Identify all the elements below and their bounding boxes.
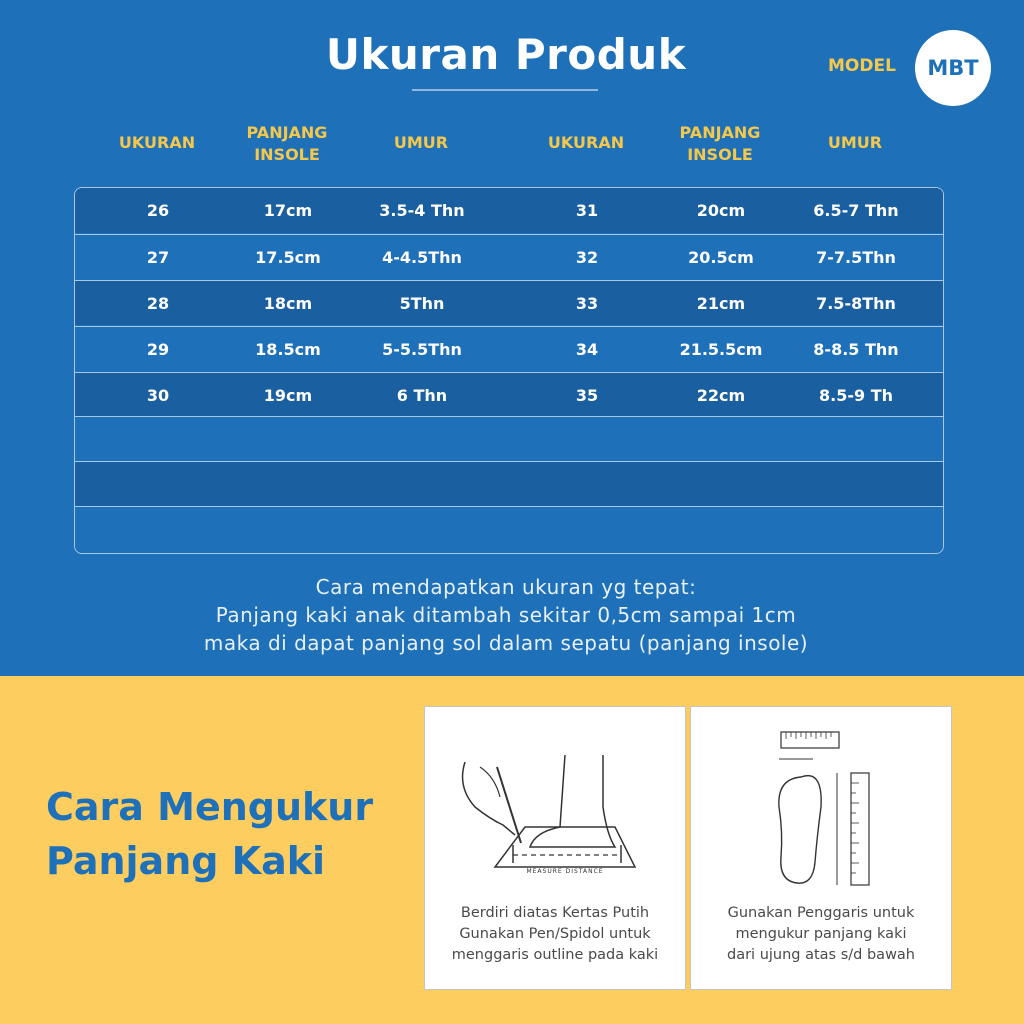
foot-outline-illustration bbox=[425, 707, 687, 897]
insole-cell: 20cm bbox=[696, 201, 746, 220]
table-row bbox=[75, 372, 944, 417]
insole-shape bbox=[779, 776, 821, 884]
ruler-ticks bbox=[786, 732, 831, 739]
caption-line: Berdiri diatas Kertas Putih bbox=[460, 905, 650, 921]
age-cell: 6 Thn bbox=[396, 386, 448, 405]
caption-line: Gunakan Penggaris untuk bbox=[727, 905, 915, 921]
ruler-illustration bbox=[691, 707, 953, 897]
measure-heading-line: Panjang Kaki bbox=[46, 839, 326, 883]
age-cell: 5Thn bbox=[399, 294, 445, 313]
caption-line: mengukur panjang kaki bbox=[735, 926, 907, 942]
table-row-empty bbox=[75, 506, 944, 554]
caption-line: dari ujung atas s/d bawah bbox=[727, 947, 915, 963]
pen-shape bbox=[497, 767, 521, 843]
size-table bbox=[74, 187, 944, 554]
insole-cell: 18cm bbox=[263, 294, 313, 313]
page-title: Ukuran Produk bbox=[325, 30, 687, 79]
insole-cell: 19cm bbox=[263, 386, 313, 405]
sizing-instructions bbox=[0, 573, 1012, 657]
col-header-age-left: UMUR bbox=[393, 133, 449, 152]
title-underline bbox=[412, 89, 598, 91]
age-cell: 7-7.5Thn bbox=[816, 248, 896, 267]
insole-cell: 18.5cm bbox=[255, 340, 321, 359]
foot-outline-panel bbox=[424, 706, 686, 990]
ruler-panel bbox=[690, 706, 952, 990]
age-cell: 7.5-8Thn bbox=[816, 294, 896, 313]
col-header-age-right: UMUR bbox=[827, 133, 883, 152]
col-header-insole-right: PANJANG INSOLE bbox=[679, 123, 761, 164]
side-ruler-icon bbox=[851, 773, 869, 885]
insole-cell: 17.5cm bbox=[255, 248, 321, 267]
table-row-empty bbox=[75, 416, 944, 461]
instruction-line: Panjang kaki anak ditambah sekitar 0,5cm sampai 1cm bbox=[215, 603, 797, 627]
age-cell: 8-8.5 Thn bbox=[813, 340, 899, 359]
size-cell: 35 bbox=[575, 386, 599, 405]
side-ruler-ticks bbox=[851, 783, 859, 873]
caption-line: menggaris outline pada kaki bbox=[451, 947, 659, 963]
age-cell: 4-4.5Thn bbox=[382, 248, 462, 267]
measure-guide-section bbox=[0, 676, 1024, 1024]
instruction-line: Cara mendapatkan ukuran yg tepat: bbox=[315, 575, 697, 599]
measure-heading bbox=[46, 780, 373, 888]
table-row bbox=[75, 326, 944, 371]
table-row bbox=[75, 280, 944, 325]
table-row bbox=[75, 188, 944, 233]
size-cell: 26 bbox=[146, 201, 170, 220]
insole-cell: 21.5.5cm bbox=[679, 340, 763, 359]
col-header-size-right: UKURAN bbox=[547, 133, 625, 152]
size-cell: 31 bbox=[575, 201, 599, 220]
panel-caption bbox=[691, 903, 951, 966]
table-row bbox=[75, 234, 944, 279]
panel-caption bbox=[425, 903, 685, 966]
measure-heading-line: Cara Mengukur bbox=[46, 785, 374, 829]
size-cell: 34 bbox=[575, 340, 599, 359]
insole-cell: 20.5cm bbox=[688, 248, 754, 267]
size-cell: 29 bbox=[146, 340, 170, 359]
insole-cell: 22cm bbox=[696, 386, 746, 405]
hand-shape bbox=[480, 767, 500, 797]
instruction-line: maka di dapat panjang sol dalam sepatu (panjang insole) bbox=[203, 631, 809, 655]
age-cell: 6.5-7 Thn bbox=[813, 201, 899, 220]
age-cell: 8.5-9 Th bbox=[819, 386, 893, 405]
size-cell: 33 bbox=[575, 294, 599, 313]
col-header-size-left: UKURAN bbox=[118, 133, 196, 152]
measure-distance-text: MEASURE DISTANCE bbox=[526, 868, 604, 875]
size-cell: 27 bbox=[146, 248, 170, 267]
foot-shape bbox=[530, 755, 615, 847]
caption-line: Gunakan Pen/Spidol untuk bbox=[459, 926, 651, 942]
model-badge: MBT bbox=[915, 30, 991, 106]
age-cell: 3.5-4 Thn bbox=[379, 201, 465, 220]
size-cell: 32 bbox=[575, 248, 599, 267]
model-label: MODEL bbox=[828, 56, 896, 76]
size-cell: 28 bbox=[146, 294, 170, 313]
col-header-insole-left: PANJANG INSOLE bbox=[246, 123, 328, 164]
ruler-icon bbox=[781, 732, 839, 748]
table-row-empty bbox=[75, 461, 944, 506]
size-cell: 30 bbox=[146, 386, 170, 405]
insole-cell: 21cm bbox=[696, 294, 746, 313]
insole-cell: 17cm bbox=[263, 201, 313, 220]
age-cell: 5-5.5Thn bbox=[382, 340, 462, 359]
